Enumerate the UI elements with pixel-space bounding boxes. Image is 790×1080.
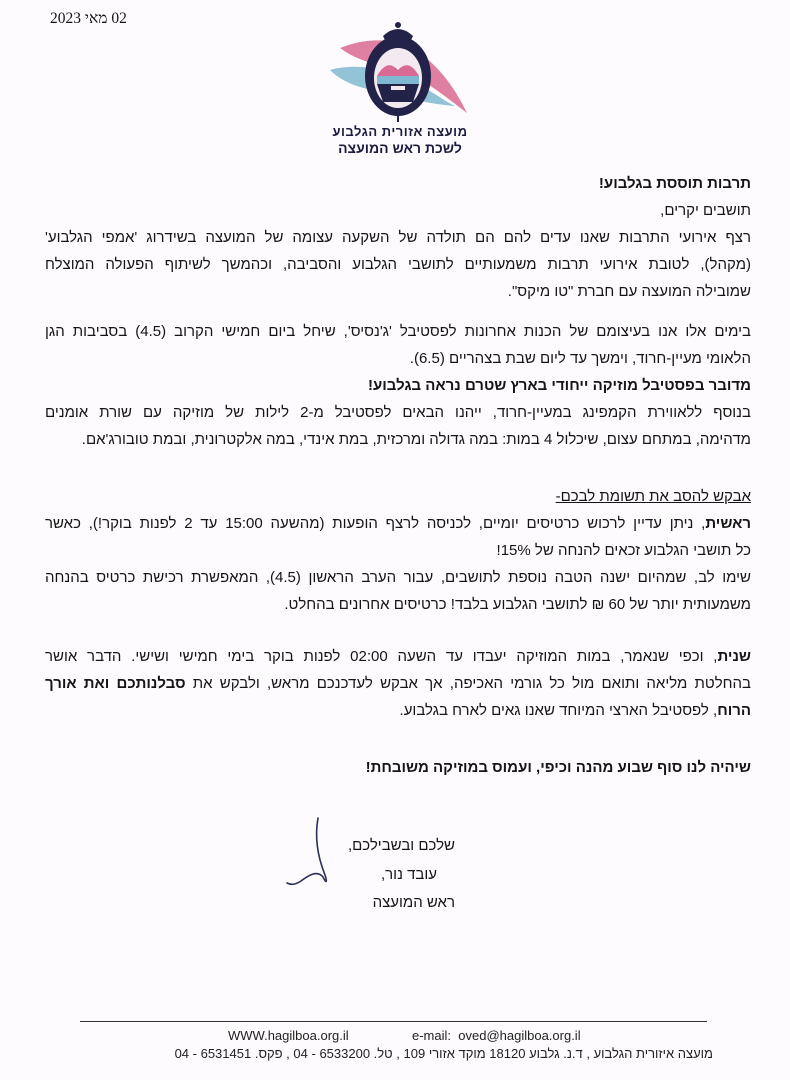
p1-line: שמובילה המועצה עם חברת "טו מיקס".: [507, 283, 751, 300]
email-contact[interactable]: [412, 1028, 581, 1043]
second-bold: סבלנותכם ואת אורך: [45, 675, 186, 692]
notice-line: משמעותית יותר של 60 ₪ לתושבי הגלבוע בלבד! כרטיסים אחרונים בהחלט.: [284, 596, 751, 613]
footer-address: מועצה איזורית הגלבוע , ד.נ. גלבוע 18120 מוקד אזורי 109 , טל. 6533200 - 04 , פקס. 6531451 - 04: [174, 1046, 713, 1061]
letter-body: [45, 170, 751, 781]
org-name: מועצה אזורית הגלבוע: [332, 124, 468, 139]
second-bold: הרוח: [717, 702, 751, 719]
first-text: , ניתן עדיין לרכוש כרטיסים יומיים, לכניסה לרצף הופעות (מהשעה 15:00 עד 2 לפנות בוקר!), כאשר: [45, 515, 706, 532]
office-name: לשכת ראש המועצה: [338, 140, 462, 156]
email-address[interactable]: oved@hagilboa.org.il: [458, 1028, 581, 1043]
highlight-line: מדובר בפסטיבל מוזיקה ייחודי בארץ שטרם נראה בגלבוע!: [367, 377, 751, 394]
second-word: שנית: [717, 648, 751, 665]
signer-role: ראש המועצה: [372, 894, 455, 911]
p3-line: בנוסף ללאווירת הקמפינג במעיין-חרוד, ייהנו הבאים לפסטיבל מ-2 לילות של מוזיקה עם שורת אומנים: [45, 404, 751, 421]
second-text: , לפסטיבל הארצי המיוחד שאנו גאים לארח בגלבוע.: [399, 702, 718, 719]
p1-line: (מקהל), לטובת אירועי תרבות משמעותיים לתושבי הגלבוע והסביבה, וכהמשך לשיתוף הפעולה המוצלח: [45, 256, 751, 273]
notice-line: שימו לב, שמהיום ישנה הטבה נוספת לתושבים, עבור הערב הראשון (4.5), המאפשרת רכישת כרטיס בהנחה: [45, 569, 751, 586]
p2-line: הלאומי מעיין-חרוד, וימשך עד ליום שבת בצהריים (6.5).: [409, 350, 751, 367]
second-text: , וכפי שנאמר, במות המוזיקה יעבדו עד השעה 02:00 לפנות בוקר בימי חמישי ושישי. הדבר אושר: [45, 648, 718, 665]
signature-block: [300, 832, 455, 918]
greeting: תושבים יקרים,: [660, 202, 751, 219]
first-line: [45, 510, 751, 537]
second-line: [45, 643, 751, 670]
council-logo: [325, 18, 475, 122]
p1-line: רצף אירועי התרבות שאנו עדים להם הם תולדה של השקעה עצומה של המועצה בשידרוג 'אמפי הגלבוע': [45, 229, 751, 246]
regards: שלכם ובשבילכם,: [347, 837, 455, 854]
footer-divider: [80, 1021, 707, 1022]
first-line: כל תושבי הגלבוע זכאים להנחה של 15%!: [496, 542, 751, 559]
website-link[interactable]: WWW.hagilboa.org.il: [228, 1028, 349, 1043]
signer-name: עובד נור,: [381, 865, 437, 883]
second-line: [45, 670, 751, 697]
second-text: בהחלטת מליאה ותואם מול כל גורמי האכיפה, אך אבקש לעדכנכם מראש, ולבקש את: [185, 675, 751, 692]
email-label: e-mail:: [412, 1028, 452, 1043]
logo-crown: [383, 29, 413, 44]
second-line: [45, 697, 751, 724]
letter-title: תרבות תוססת בגלבוע!: [598, 175, 751, 192]
p3-line: מדהימה, במתחם עצום, שיכלול 4 במות: במה גדולה ומרכזית, במת אינדי, במה אלקטרונית, ובמת טובורג'אם.: [81, 431, 751, 448]
first-word: ראשית: [705, 515, 751, 532]
p2-line: בימים אלו אנו בעיצומם של הכנות אחרונות לפסטיבל 'ג'נסיס', שיחל ביום חמישי הקרוב (4.5) בסביבות הגן: [45, 323, 751, 340]
letter-date: 02 מאי 2023: [50, 10, 127, 27]
closing-line: שיהיה לנו סוף שבוע מהנה וכיפי, ועמוס במוזיקה משובחת!: [365, 759, 751, 776]
attention-heading: אבקש להסב את תשומת לבכם-: [555, 488, 751, 505]
